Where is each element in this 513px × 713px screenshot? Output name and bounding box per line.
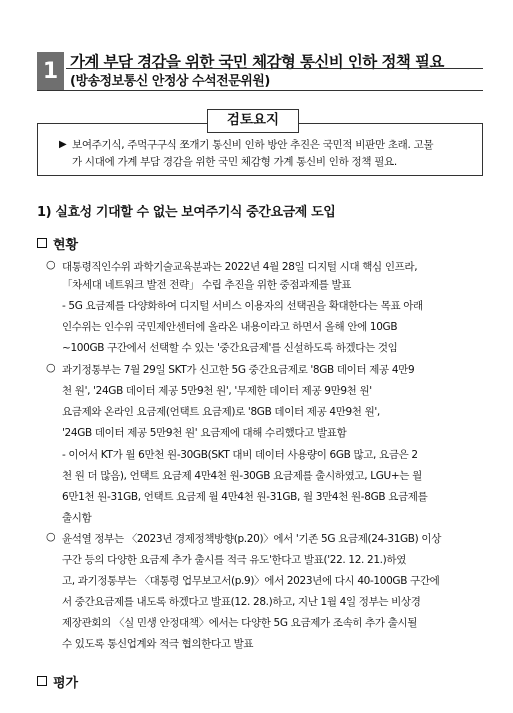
text-line: '24GB 데이터 제공 5만9천 원' 요금제에 대해 수리했다고 발표함 — [62, 427, 347, 439]
header-bottom-divider — [37, 90, 483, 91]
text-line: - 이어서 KT가 월 6만천 원-30GB(SKT 대비 데이터 사용량이 6GB 많고, 요금은 2 — [62, 449, 418, 461]
subheading-label: 평가 — [53, 676, 79, 691]
section-heading: 1) 실효성 기대할 수 없는 보여주기식 중간요금제 도입 — [37, 205, 336, 220]
text-line: ~100GB 구간에서 선택할 수 있는 '중간요금제'를 신설하도록 하겠다는 것임 — [62, 342, 398, 354]
text-line: 제장관회의 〈실 민생 안정대책〉에서는 다양한 5G 요금제가 조속히 추가 출시될 — [62, 617, 418, 629]
arrow-right-icon: ▶ — [59, 139, 67, 150]
square-bullet-icon — [37, 238, 47, 248]
text-line: 6만1천 원-31GB, 언택트 요금제 월 4만4천 원-31GB, 월 3만4천 원-8GB 요금제를 — [62, 491, 428, 503]
subheading-current — [37, 234, 78, 253]
text-line: 윤석열 정부는 〈2023년 경제정책방향(p.20)〉에서 '기존 5G 요금제(24-31GB) 이상 — [62, 533, 441, 545]
text-line: 수 있도록 통신업계와 적극 협의한다고 발표 — [62, 638, 254, 650]
text-line: 출시함 — [62, 512, 92, 524]
page-title: 가계 부담 경감을 위한 국민 체감형 통신비 인하 정책 필요 — [70, 53, 444, 71]
subheading-label: 현황 — [53, 238, 79, 253]
text-line: 구간 등의 다양한 요금제 추가 출시를 적극 유도'한다고 발표('22. 12. 21.)하였 — [62, 554, 407, 566]
text-line: 서 중간요금제를 내도록 하겠다고 발표(12. 28.)하고, 지난 1월 4일 정부는 비상경 — [62, 596, 421, 608]
author-subtitle: (방송정보통신 안정상 수석전문위원) — [70, 74, 270, 89]
text-line: 대통령직인수위 과학기술교육분과는 2022년 4월 28일 디지털 시대 핵심 인프라, — [62, 261, 418, 273]
summary-label: 검토요지 — [207, 109, 299, 133]
subheading-evaluation — [37, 672, 78, 691]
text-line: 천 원', '24GB 데이터 제공 5만9천 원', '무제한 데이터 제공 9만9천 원' — [62, 385, 372, 397]
summary-line: 보여주기식, 주먹구구식 쪼개기 통신비 인하 방안 추진은 국민적 비판만 초래. 고물 — [72, 139, 434, 151]
text-line: - 5G 요금제를 다양화하여 디지털 서비스 이용자의 선택권을 확대한다는 목표 아래 — [62, 300, 423, 312]
text-line: 고, 과기정통부는 〈대통령 업무보고서(p.9)〉에서 2023년에 다시 40-100GB 구간에 — [62, 575, 440, 587]
circle-bullet-icon: ○ — [46, 361, 56, 374]
text-line: 인수위는 인수위 국민제안센터에 올라온 내용이라고 하면서 올해 안에 10GB — [62, 321, 398, 333]
circle-bullet-icon: ○ — [46, 258, 56, 271]
summary-line: 가 시대에 가계 부담 경감을 위한 국민 체감형 가계 통신비 인하 정책 필요. — [72, 156, 397, 168]
text-line: 요금제와 온라인 요금제(언택트 요금제)로 '8GB 데이터 제공 4만9천 원', — [62, 406, 380, 418]
text-line: 「차세대 네트워크 발전 전략」 수립 추진을 위한 중점과제를 발표 — [62, 279, 352, 291]
square-bullet-icon — [37, 676, 47, 686]
text-line: 천 원 더 많음), 언택트 요금제 4만4천 원-30GB 요금제를 출시하였고, LGU+는 월 — [62, 470, 422, 482]
title-divider — [66, 68, 483, 69]
section-number-badge: 1 — [37, 52, 64, 90]
summary-text — [72, 137, 476, 171]
text-line: 과기정통부는 7월 29일 SKT가 신고한 5G 중간요금제로 '8GB 데이터 제공 4만9 — [62, 364, 415, 376]
circle-bullet-icon: ○ — [46, 530, 56, 543]
